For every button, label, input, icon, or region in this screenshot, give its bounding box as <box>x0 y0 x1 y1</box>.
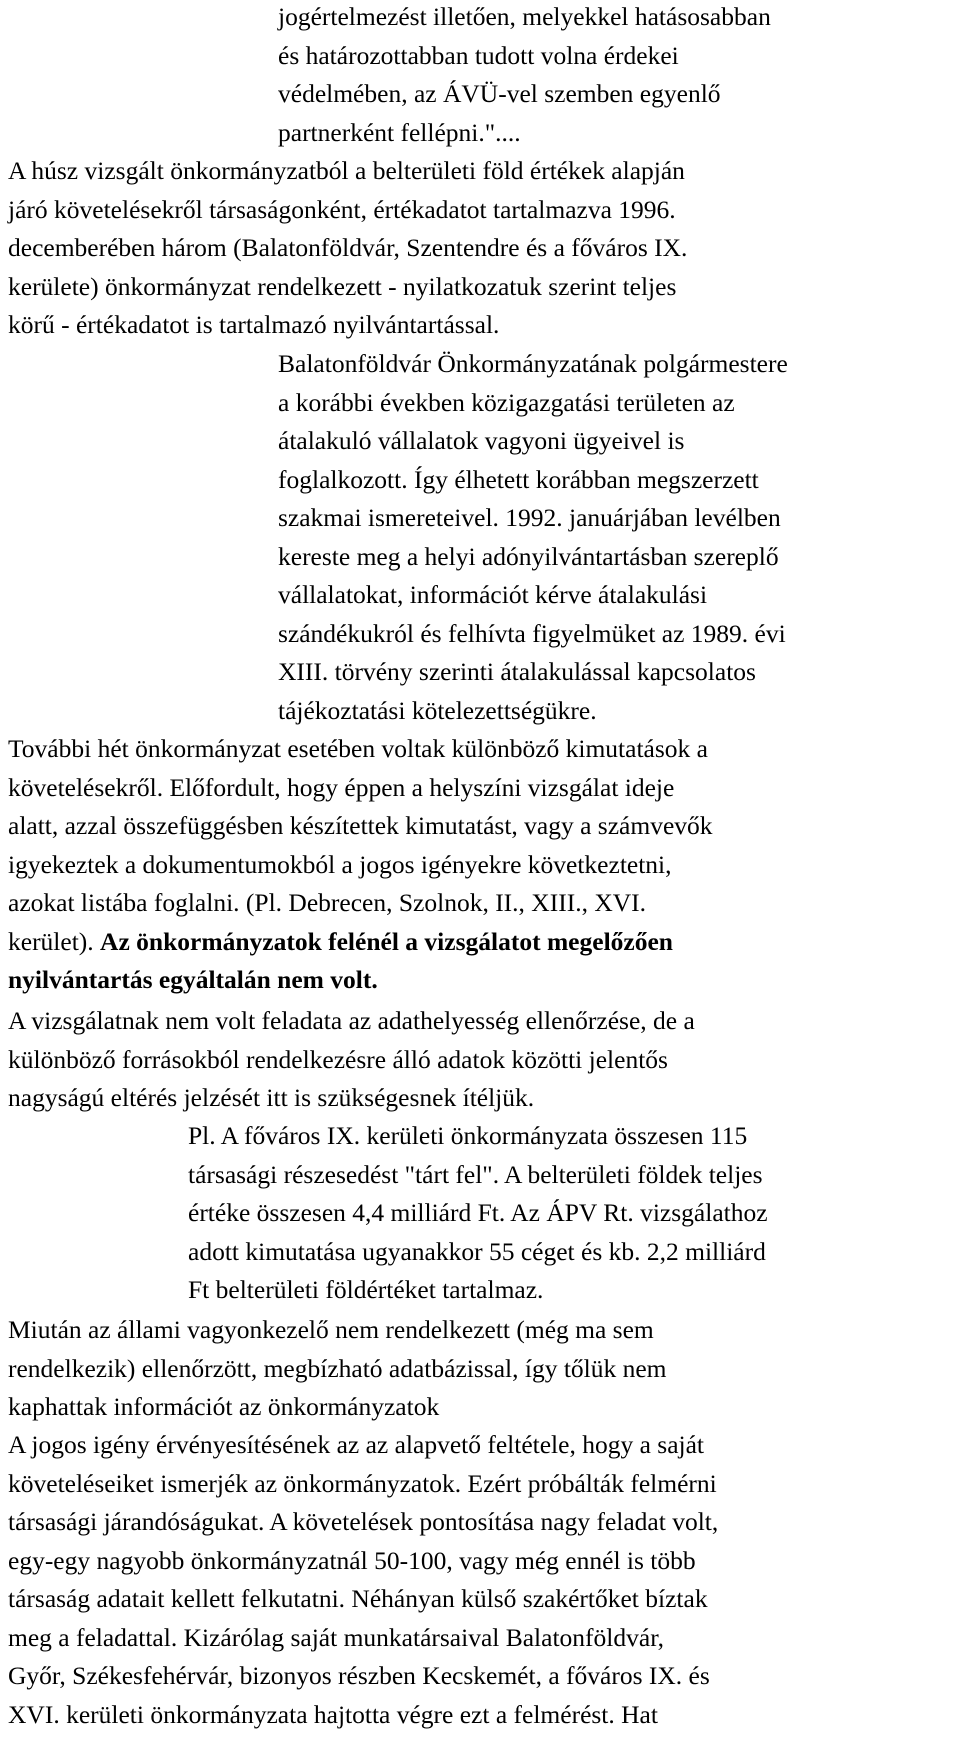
text-line: nagyságú eltérés jelzését itt is szükségesnek ítéljük. <box>8 1083 535 1112</box>
text-line: azokat listába foglalni. (Pl. Debrecen, Szolnok, II., XIII., XVI. <box>8 888 647 917</box>
paragraph-claim-enforcement <box>8 1426 953 1734</box>
bold-statement: Az önkormányzatok felénél a vizsgálatot megelőzően <box>100 926 673 956</box>
text-line: Miután az állami vagyonkezelő nem rendelkezett (még ma sem <box>8 1315 654 1344</box>
text-line: partnerként fellépni.".... <box>278 117 521 147</box>
text-line: rendelkezik) ellenőrzött, megbízható adatbázissal, így tőlük nem <box>8 1353 667 1383</box>
text-line: tájékoztatási kötelezettségükre. <box>278 695 597 725</box>
text-line: kereste meg a helyi adónyilvántartásban szereplő <box>278 541 779 571</box>
text-line: További hét önkormányzat esetében voltak különböző kimutatások a <box>8 734 708 763</box>
text-line: követeléseiket ismerjék az önkormányzatok. Ezért próbálták felmérni <box>8 1468 717 1498</box>
text-line: társaság adatait kellett felkutatni. Néhányan külső szakértőket bíztak <box>8 1584 708 1613</box>
text-line: adott kimutatása ugyanakkor 55 céget és kb. 2,2 milliárd <box>188 1236 766 1266</box>
text-line: A húsz vizsgált önkormányzatból a belterületi föld értékek alapján <box>8 156 685 185</box>
paragraph-records <box>8 152 953 345</box>
bold-statement: nyilvántartás egyáltalán nem volt. <box>8 965 378 994</box>
indented-example-ix-district <box>188 1117 948 1310</box>
paragraph-other-municipalities <box>8 730 953 1000</box>
text-line: vállalatokat, információt kérve átalakulási <box>278 580 708 609</box>
text-line: értéke összesen 4,4 milliárd Ft. Az ÁPV Rt. vizsgálathoz <box>188 1198 768 1227</box>
text-line: társasági járandóságukat. A követelések pontosítása nagy feladat volt, <box>8 1507 719 1536</box>
text-line: követelésekről. Előfordult, hogy éppen a helyszíni vizsgálat ideje <box>8 772 675 802</box>
text-line: szakmai ismereteivel. 1992. januárjában levélben <box>278 503 781 532</box>
text-line: szándékukról és felhívta figyelmüket az 1989. évi <box>278 618 786 648</box>
text-line: körű - értékadatot is tartalmazó nyilvántartással. <box>8 310 500 339</box>
text-line: és határozottabban tudott volna érdekei <box>278 40 679 70</box>
text-line: kerülete) önkormányzat rendelkezett - nyilatkozatuk szerint teljes <box>8 271 677 301</box>
text-line: Győr, Székesfehérvár, bizonyos részben Kecskemét, a főváros IX. és <box>8 1661 710 1690</box>
text-line: Pl. A főváros IX. kerületi önkormányzata összesen 115 <box>188 1121 748 1150</box>
text-line: meg a feladattal. Kizárólag saját munkatársaival Balatonföldvár, <box>8 1622 665 1652</box>
text-line: társasági részesedést "tárt fel". A belterületi földek teljes <box>188 1159 763 1189</box>
text-line: igyekeztek a dokumentumokból a jogos igényekre következtetni, <box>8 849 672 879</box>
text-line: egy-egy nagyobb önkormányzatnál 50-100, vagy még ennél is több <box>8 1545 696 1575</box>
text-line: A vizsgálatnak nem volt feladata az adathelyesség ellenőrzése, de a <box>8 1006 695 1035</box>
text-line: kaphattak információt az önkormányzatok <box>8 1392 440 1421</box>
text-line: jogértelmezést illetően, melyekkel hatásosabban <box>278 2 771 31</box>
text-plain: kerület). <box>8 926 101 956</box>
paragraph-state-asset-manager <box>8 1311 953 1427</box>
text-line: Ft belterületi földértéket tartalmaz. <box>188 1275 544 1304</box>
text-line: különböző forrásokból rendelkezésre álló adatok közötti jelentős <box>8 1044 668 1074</box>
text-line: decemberében három (Balatonföldvár, Szentendre és a főváros IX. <box>8 233 688 262</box>
text-line: A jogos igény érvényesítésének az az alapvető feltétele, hogy a saját <box>8 1430 705 1459</box>
text-line: XVI. kerületi önkormányzata hajtotta végre ezt a felmérést. Hat <box>8 1699 658 1729</box>
text-line: Balatonföldvár Önkormányzatának polgármestere <box>278 349 788 378</box>
text-line-mixed <box>8 923 953 962</box>
text-line: átalakuló vállalatok vagyoni ügyeivel is <box>278 426 685 455</box>
text-line: védelmében, az ÁVÜ-vel szemben egyenlő <box>278 79 721 108</box>
indented-quote-balatonfoldvar <box>278 345 938 730</box>
text-line: járó követelésekről társaságonként, értékadatot tartalmazva 1996. <box>8 194 676 224</box>
text-line: a korábbi években közigazgatási területen az <box>278 387 735 417</box>
text-line: XIII. törvény szerinti átalakulással kapcsolatos <box>278 657 756 686</box>
text-line: alatt, azzal összefüggésben készítettek kimutatást, vagy a számvevők <box>8 811 713 840</box>
indented-quote-top <box>278 0 938 152</box>
paragraph-discrepancy <box>8 1002 953 1118</box>
text-line: foglalkozott. Így élhetett korábban megszerzett <box>278 464 759 494</box>
